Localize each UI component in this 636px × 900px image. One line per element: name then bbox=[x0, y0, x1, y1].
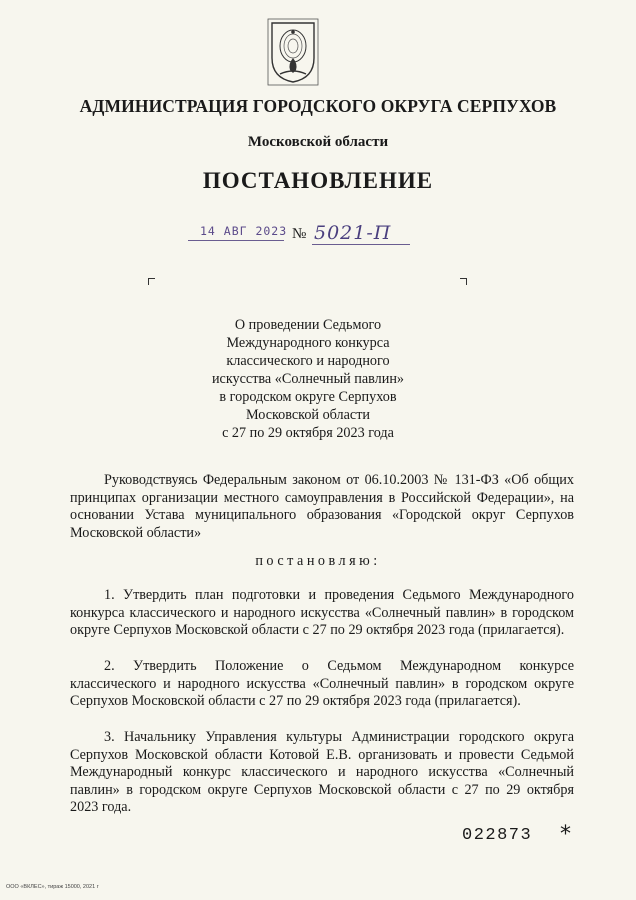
form-serial-number: 022873 bbox=[462, 826, 533, 845]
organization-title: АДМИНИСТРАЦИЯ ГОРОДСКОГО ОКРУГА СЕРПУХОВ bbox=[79, 96, 557, 116]
subject-corner-right bbox=[460, 278, 467, 285]
subject-line: классического и народного bbox=[226, 353, 390, 369]
document-date-stamp: 14 АВГ 2023 bbox=[200, 224, 288, 238]
decree-item-2: 2. Утвердить Положение о Седьмом Международном конкурсе классического и народного искусства «Солнечный павлин» в городском округе Серпухов Московской области с 27 по 29 октября 2023 года (прилагается). bbox=[70, 658, 574, 709]
decree-item-1: 1. Утвердить план подготовки и проведения Седьмого Международного конкурса классического и народного искусства «Солнечный павлин» в городском округе Серпухов Московской области с 27 по 29 октября 2023 года (прилагается). bbox=[70, 587, 574, 638]
star-mark: * bbox=[560, 822, 571, 847]
subject-line: Московской области bbox=[245, 407, 370, 423]
intro-paragraph: Руководствуясь Федеральным законом от 06.10.2003 № 131-ФЗ «Об общих принципах организации местного самоуправления в Российской Федерации», на основании Устава муниципального образования «Городской округ Серпухов Московской области» bbox=[70, 472, 574, 541]
document-subject bbox=[150, 316, 466, 442]
subject-line: в городском округе Серпухов bbox=[219, 389, 397, 405]
document-type-title: ПОСТАНОВЛЕНИЕ bbox=[202, 168, 434, 193]
subject-line: искусства «Солнечный павлин» bbox=[211, 371, 405, 387]
subject-line: О проведении Седьмого bbox=[234, 317, 382, 333]
document-number: 5021-П bbox=[314, 222, 392, 244]
coat-of-arms-icon bbox=[266, 18, 320, 86]
number-underline bbox=[312, 244, 410, 245]
subject-line: с 27 по 29 октября 2023 года bbox=[222, 425, 394, 441]
number-sign: № bbox=[292, 226, 307, 242]
printer-imprint: ООО «ВКЛЕС», тираж 15000, 2021 г bbox=[6, 884, 99, 890]
decree-word: постановляю: bbox=[255, 553, 381, 569]
subject-corner-left bbox=[148, 278, 155, 285]
region-subtitle: Московской области bbox=[247, 134, 389, 150]
subject-line: Международного конкурса bbox=[226, 335, 390, 351]
decree-item-3: 3. Начальнику Управления культуры Администрации городского округа Серпухов Московской области Котовой Е.В. организовать и провести Седьмой Международный конкурс классического и народного искусства «Солнечный павлин» в городском округе Серпухов Московской области с 27 по 29 октября 2023 года. bbox=[70, 729, 574, 815]
date-underline bbox=[188, 240, 284, 241]
